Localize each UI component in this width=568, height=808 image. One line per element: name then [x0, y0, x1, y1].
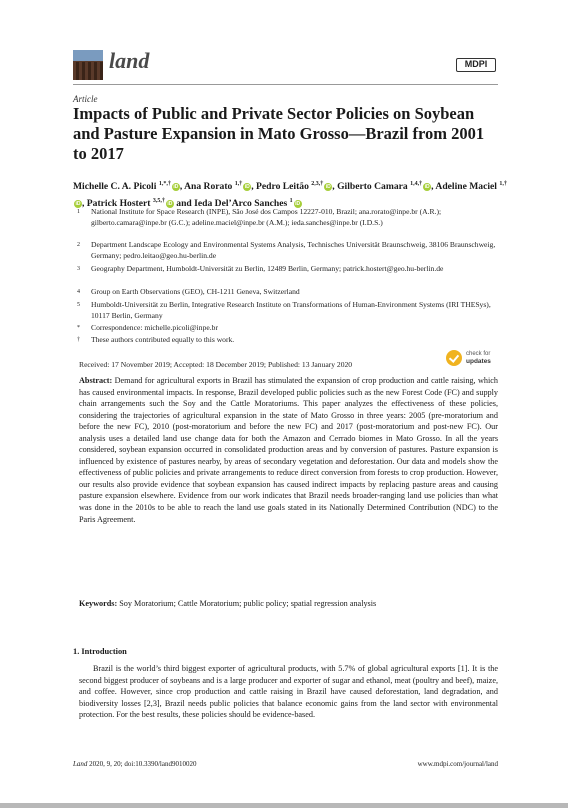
orcid-icon[interactable]: iD: [325, 184, 331, 191]
authors-and: and: [176, 198, 192, 210]
affiliation-item: [73, 264, 513, 285]
affiliation-number: 2: [77, 242, 80, 248]
publisher-logo: [456, 58, 496, 72]
author-affil: 3,5,†: [152, 198, 165, 205]
affiliation-item: [73, 287, 513, 298]
orcid-icon[interactable]: iD: [173, 184, 179, 191]
affiliation-number: *: [77, 325, 80, 331]
affiliation-text: These authors contributed equally to this work.: [91, 335, 235, 344]
affiliation-item: [73, 207, 513, 239]
orcid-icon[interactable]: iD: [167, 201, 173, 208]
author-affil: 1,†: [499, 181, 507, 187]
keywords-text: Soy Moratorium; Cattle Moratorium; public policy; spatial regression analysis: [119, 599, 377, 608]
author-name: Ana Rorato: [184, 181, 233, 193]
journal-name: land: [109, 48, 150, 73]
footer-journal: Land: [73, 760, 88, 768]
affiliation-text: Group on Earth Observations (GEO), CH-1211 Geneva, Switzerland: [91, 287, 300, 296]
author-affil: 2,3,†: [311, 181, 324, 187]
check-updates-line1: check for: [466, 351, 491, 357]
correspondence: [73, 323, 513, 334]
page-bottom-edge: [0, 803, 568, 808]
keywords-label: Keywords:: [79, 599, 118, 608]
check-updates-link[interactable]: [466, 351, 491, 365]
abstract-label: Abstract:: [79, 376, 113, 385]
article-type: Article: [73, 94, 98, 104]
orcid-icon[interactable]: iD: [244, 184, 250, 191]
orcid-icon[interactable]: iD: [295, 201, 301, 208]
affiliation-number: 4: [77, 289, 80, 295]
affiliation-text: National Institute for Space Research (INPE), São José dos Campos 12227-010, Brazil; ana.rorato@inpe.br (A.R.); gilberto.camara@inpe.br (G.C.); adeline.maciel@inpe.br (A.M.); ieda.sanches@inpe.br (I.D.S.): [91, 207, 442, 227]
affiliation-text: Humboldt-Universität zu Berlin, Integrative Research Institute on Transformations of Human-Environment Systems (IRI THESys), 10117 Berlin, Germany: [91, 300, 491, 320]
paper-title: Impacts of Public and Private Sector Policies on Soybean and Pasture Expansion in Mato Grosso—Brazil from 2001 to 2017: [73, 104, 485, 163]
orcid-icon[interactable]: iD: [75, 201, 81, 208]
publisher-name: MDPI: [464, 59, 488, 69]
affiliation-text: Correspondence: michelle.picoli@inpe.br: [91, 323, 218, 332]
equal-contribution-note: [73, 335, 513, 346]
author-name: Gilberto Camara: [337, 181, 408, 193]
author-affil: 1: [289, 198, 293, 205]
author-affil: 1,4,†: [410, 181, 423, 187]
author-name: Patrick Hostert: [86, 198, 151, 210]
author-name: Ieda Del’Arco Sanches: [194, 198, 288, 210]
affiliation-number: 3: [77, 266, 80, 272]
affiliation-text: Department Landscape Ecology and Environmental Systems Analysis, Technisches Universität Braunschweig, 38106 Braunschweig, Germany; pedro.leitao@geo.hu-berlin.de: [91, 240, 496, 260]
author-affil: 1,*,†: [158, 181, 171, 187]
affiliation-text: Geography Department, Humboldt-Universität zu Berlin, 12489 Berlin, Germany; patrick.hostert@geo.hu-berlin.de: [91, 264, 444, 273]
section-heading: 1. Introduction: [73, 647, 127, 656]
abstract: [79, 375, 498, 525]
publication-dates: Received: 17 November 2019; Accepted: 18 December 2019; Published: 13 January 2020: [79, 360, 353, 369]
check-updates-line2: updates: [466, 358, 491, 365]
author-name: Pedro Leitão: [256, 181, 309, 193]
orcid-icon[interactable]: iD: [424, 184, 430, 191]
header-divider: [73, 84, 498, 85]
footer-citation: [73, 760, 197, 768]
affiliation-number: †: [77, 337, 80, 343]
footer-doi: 2020, 9, 20; doi:10.3390/land9010020: [89, 760, 197, 768]
author-list: Michelle C. A. Picoli $^{1,*,\dagger}$iD , Ana Rorato $^{1,\dagger}$iD , Pedro Leitão $^{2,3,\dagger}$iD , Gilberto Camara $^{1,4,\dagger}$iD , Adeline Maciel $^{1,\dagger}$iD , Patrick Hostert $^{3,5,\dagger}$iD and Ieda Del’Arco Sanches $^1$iD: [73, 181, 507, 210]
journal-logo: [73, 50, 103, 80]
author-name: Michelle C. A. Picoli: [73, 181, 157, 193]
affiliation-number: 1: [77, 209, 80, 215]
affiliation-item: [73, 300, 513, 321]
intro-paragraph: Brazil is the world’s third biggest exporter of agricultural products, with 5.7% of global agricultural exports [1]. It is the second biggest producer of soybeans and is a large producer and exporter of sugar and ethanol, meat (poultry and beef), maize, and coffee. However, since crop production and cattle raising in Brazil have caused deforestation, land degradation, and biodiversity losses [2,3], Brazil needs public policies that balance economic gains from the land sector with environmental protection. For the best results, these policies should be evidence-based.: [79, 664, 498, 720]
check-updates-icon[interactable]: [446, 350, 462, 366]
affiliation-number: 5: [77, 302, 80, 308]
abstract-text: Demand for agricultural exports in Brazil has stimulated the expansion of crop production and cattle raising, which has caused environmental impacts. In response, Brazil developed public policies such as the new Forest Code (FC) and supply chain arrangements such the Soy and the Cattle Moratoriums. This paper analyzes the effectiveness of these policies, considering the trajectories of agricultural expansion in the state of Mato Grosso in three years: 2005 (pre-moratorium and before the new FC), 2010 (post-moratorium and before the new FC) and 2017 (post-moratorium and post-new FC). Our analysis uses a detailed land use change data for both the Amazon and Cerrado biomes in Mato Grosso. In all the years considered, soybean expansion occurred in consolidated production areas and by conversion of pastures. Pasture expansion is influenced by existence of pastures nearby, by areas of secondary vegetation and deforestation. Our data and models show the effectiveness of public policies and private arrangements to reduce direct conversion from forests to crop production. However, our results also provide evidence that soybean expansion has caused indirect impacts by replacing pasture areas and causing pasture expansion elsewhere. Evidence from our work indicates that Brazil needs broader-ranging land use policies than what was done in the 2010s to be able to reach the land use goals stated in its Nationally Determined Contribution (NDC) to the Paris Agreement.: [79, 376, 498, 524]
author-affil: 1,†: [234, 181, 243, 187]
author-name: Adeline Maciel: [435, 181, 497, 193]
footer-url[interactable]: www.mdpi.com/journal/land: [417, 760, 498, 768]
keywords: [79, 598, 498, 609]
affiliation-item: [73, 240, 513, 261]
